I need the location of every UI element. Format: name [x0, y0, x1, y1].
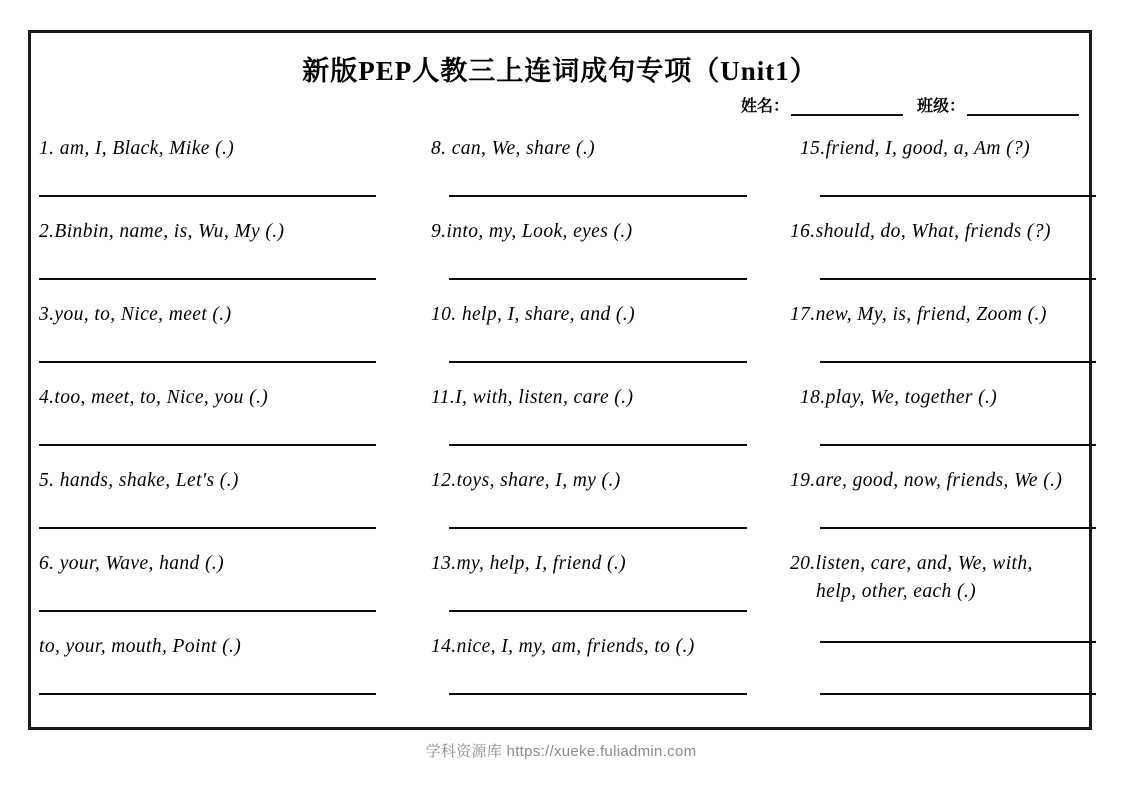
question-text: 10. help, I, share, and (.) — [431, 304, 635, 325]
question-item — [421, 457, 739, 540]
answer-line[interactable] — [820, 444, 1096, 446]
answer-line[interactable] — [39, 444, 376, 446]
student-info-row — [741, 93, 1079, 116]
class-input-blank[interactable] — [967, 98, 1079, 116]
question-text-line-1: 20.listen, care, and, We, with, — [790, 553, 1033, 574]
answer-line[interactable] — [449, 361, 747, 363]
question-text: 6. your, Wave, hand (.) — [39, 553, 225, 574]
answer-line[interactable] — [39, 527, 376, 529]
question-text: 14.nice, I, my, am, friends, to (.) — [431, 636, 695, 657]
question-item — [36, 125, 376, 208]
question-text: 8. can, We, share (.) — [431, 138, 596, 159]
question-text: 2.Binbin, name, is, Wu, My (.) — [39, 221, 285, 242]
worksheet-frame — [28, 30, 1092, 730]
question-text: 18.play, We, together (.) — [800, 387, 998, 408]
question-text: 15.friend, I, good, a, Am (?) — [800, 138, 1031, 159]
question-text: 16.should, do, What, friends (?) — [790, 221, 1051, 242]
question-column-2 — [421, 125, 739, 706]
answer-line[interactable] — [449, 278, 747, 280]
question-item — [786, 208, 1091, 291]
question-item — [421, 125, 739, 208]
question-item — [36, 623, 376, 706]
answer-line[interactable] — [449, 693, 747, 695]
answer-line[interactable] — [820, 361, 1096, 363]
question-item — [36, 457, 376, 540]
answer-line[interactable] — [820, 641, 1096, 643]
question-item — [786, 457, 1091, 540]
question-text-line-2: help, other, each (.) — [816, 581, 977, 603]
answer-line[interactable] — [820, 278, 1096, 280]
question-text: 12.toys, share, I, my (.) — [431, 470, 621, 491]
question-item — [786, 540, 1091, 706]
question-text: 19.are, good, now, friends, We (.) — [790, 470, 1063, 491]
question-text — [786, 550, 1091, 607]
footer-credit: 学科资源库 https://xueke.fuliadmin.com — [425, 743, 697, 760]
answer-line[interactable] — [39, 361, 376, 363]
page-title: 新版PEP人教三上连词成句专项（Unit1） — [302, 56, 818, 86]
name-field-group — [741, 93, 903, 116]
answer-line[interactable] — [449, 610, 747, 612]
question-item — [421, 623, 739, 706]
question-text: 4.too, meet, to, Nice, you (.) — [39, 387, 269, 408]
question-text: 5. hands, shake, Let's (.) — [39, 470, 239, 491]
class-label: 班级： — [916, 98, 965, 115]
question-item — [36, 374, 376, 457]
question-item — [786, 374, 1091, 457]
question-item — [36, 291, 376, 374]
answer-line[interactable] — [820, 527, 1096, 529]
question-item — [421, 208, 739, 291]
answer-line[interactable] — [820, 195, 1096, 197]
answer-line[interactable] — [449, 195, 747, 197]
question-item — [786, 291, 1091, 374]
question-text: 3.you, to, Nice, meet (.) — [39, 304, 232, 325]
question-text: 9.into, my, Look, eyes (.) — [431, 221, 633, 242]
question-item — [421, 374, 739, 457]
answer-line[interactable] — [39, 693, 376, 695]
question-column-3 — [786, 125, 1091, 706]
answer-line[interactable] — [39, 610, 376, 612]
answer-line[interactable] — [820, 693, 1096, 695]
question-text: to, your, mouth, Point (.) — [39, 636, 242, 657]
question-item — [421, 540, 739, 623]
answer-line[interactable] — [39, 278, 376, 280]
question-item — [36, 540, 376, 623]
name-input-blank[interactable] — [791, 98, 903, 116]
question-text: 17.new, My, is, friend, Zoom (.) — [790, 304, 1047, 325]
question-text: 13.my, help, I, friend (.) — [431, 553, 627, 574]
question-item — [36, 208, 376, 291]
question-item — [421, 291, 739, 374]
name-label: 姓名： — [740, 98, 789, 115]
answer-line[interactable] — [39, 195, 376, 197]
answer-line[interactable] — [449, 444, 747, 446]
question-column-1 — [36, 125, 376, 706]
question-item — [786, 125, 1091, 208]
question-text: 1. am, I, Black, Mike (.) — [39, 138, 235, 159]
question-text: 11.I, with, listen, care (.) — [431, 387, 634, 408]
answer-line[interactable] — [449, 527, 747, 529]
class-field-group — [917, 93, 1079, 116]
